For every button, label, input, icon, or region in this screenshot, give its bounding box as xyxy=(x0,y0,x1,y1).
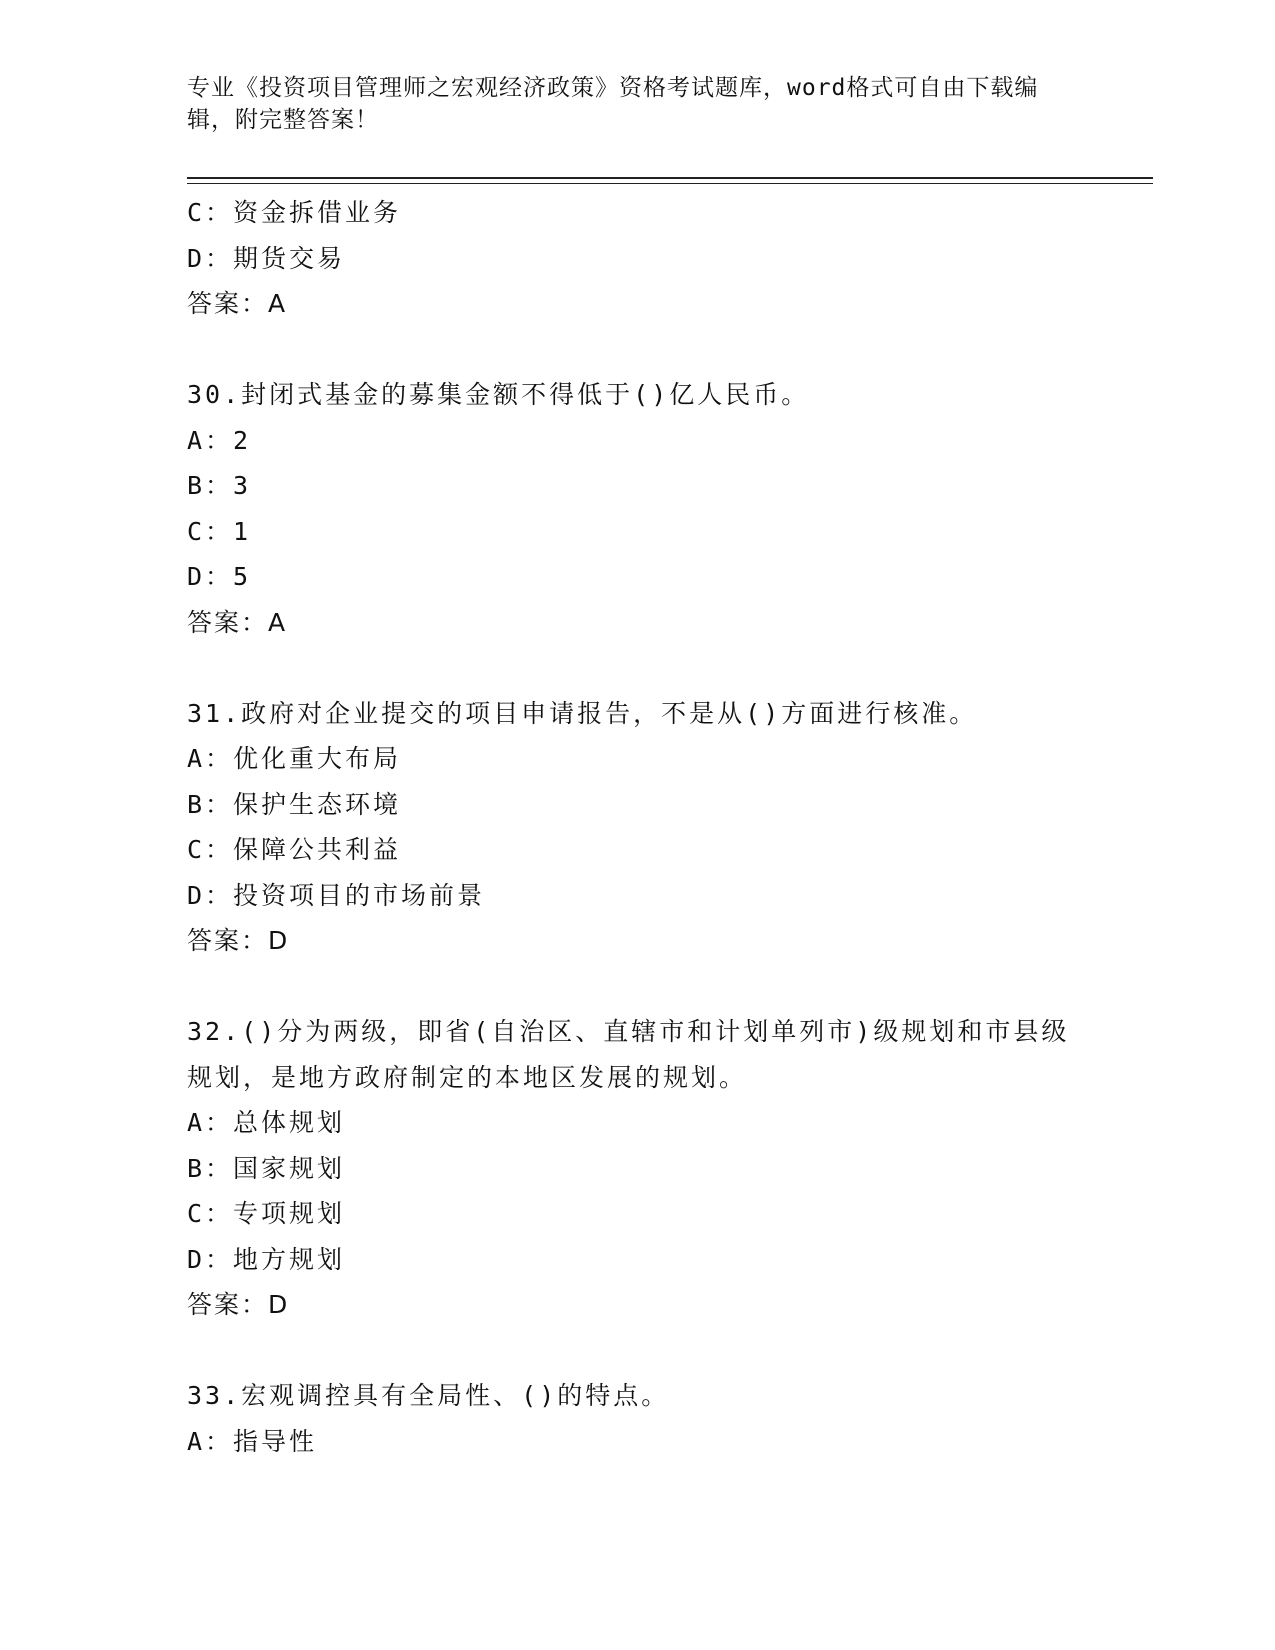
question-stem: 32.()分为两级，即省(自治区、直辖市和计划单列市)级规划和市县级 xyxy=(187,1017,1070,1046)
option-line: A：优化重大布局 xyxy=(187,744,402,773)
question-stem-continued: 规划，是地方政府制定的本地区发展的规划。 xyxy=(187,1062,748,1092)
header-line: 专业《投资项目管理师之宏观经济政策》资格考试题库，word格式可自由下载编 xyxy=(187,75,1039,101)
option-line: A：2 xyxy=(187,425,252,455)
option-line: C：专项规划 xyxy=(187,1199,346,1228)
option-line: D：地方规划 xyxy=(187,1244,346,1274)
option-line: D：期货交易 xyxy=(187,243,346,273)
question-list xyxy=(187,190,1087,1464)
question-stem: 31.政府对企业提交的项目申请报告，不是从()方面进行核准。 xyxy=(187,698,978,728)
document-header xyxy=(187,72,1077,136)
option-line: B：国家规划 xyxy=(187,1153,346,1183)
option-line: B：3 xyxy=(187,471,252,500)
option-line: C：资金拆借业务 xyxy=(187,198,402,227)
option-line: C：保障公共利益 xyxy=(187,835,402,864)
answer-line: 答案：A xyxy=(187,289,288,318)
question-stem: 30.封闭式基金的募集金额不得低于()亿人民币。 xyxy=(187,380,810,409)
spacer xyxy=(187,645,1087,691)
header-line: 辑，附完整答案！ xyxy=(187,107,379,133)
answer-line: 答案：D xyxy=(187,926,290,955)
answer-line: 答案：D xyxy=(187,1290,290,1319)
header-divider xyxy=(187,177,1153,179)
spacer xyxy=(187,1328,1087,1374)
spacer xyxy=(187,327,1087,373)
spacer xyxy=(187,964,1087,1010)
option-line: D：5 xyxy=(187,562,252,591)
option-line: C：1 xyxy=(187,516,252,546)
option-line: A：总体规划 xyxy=(187,1108,346,1137)
option-line: B：保护生态环境 xyxy=(187,789,402,819)
option-line: D：投资项目的市场前景 xyxy=(187,880,486,910)
header-divider-thin xyxy=(187,183,1153,184)
option-line: A：指导性 xyxy=(187,1426,318,1456)
answer-line: 答案：A xyxy=(187,607,288,637)
question-stem: 33.宏观调控具有全局性、()的特点。 xyxy=(187,1381,670,1410)
